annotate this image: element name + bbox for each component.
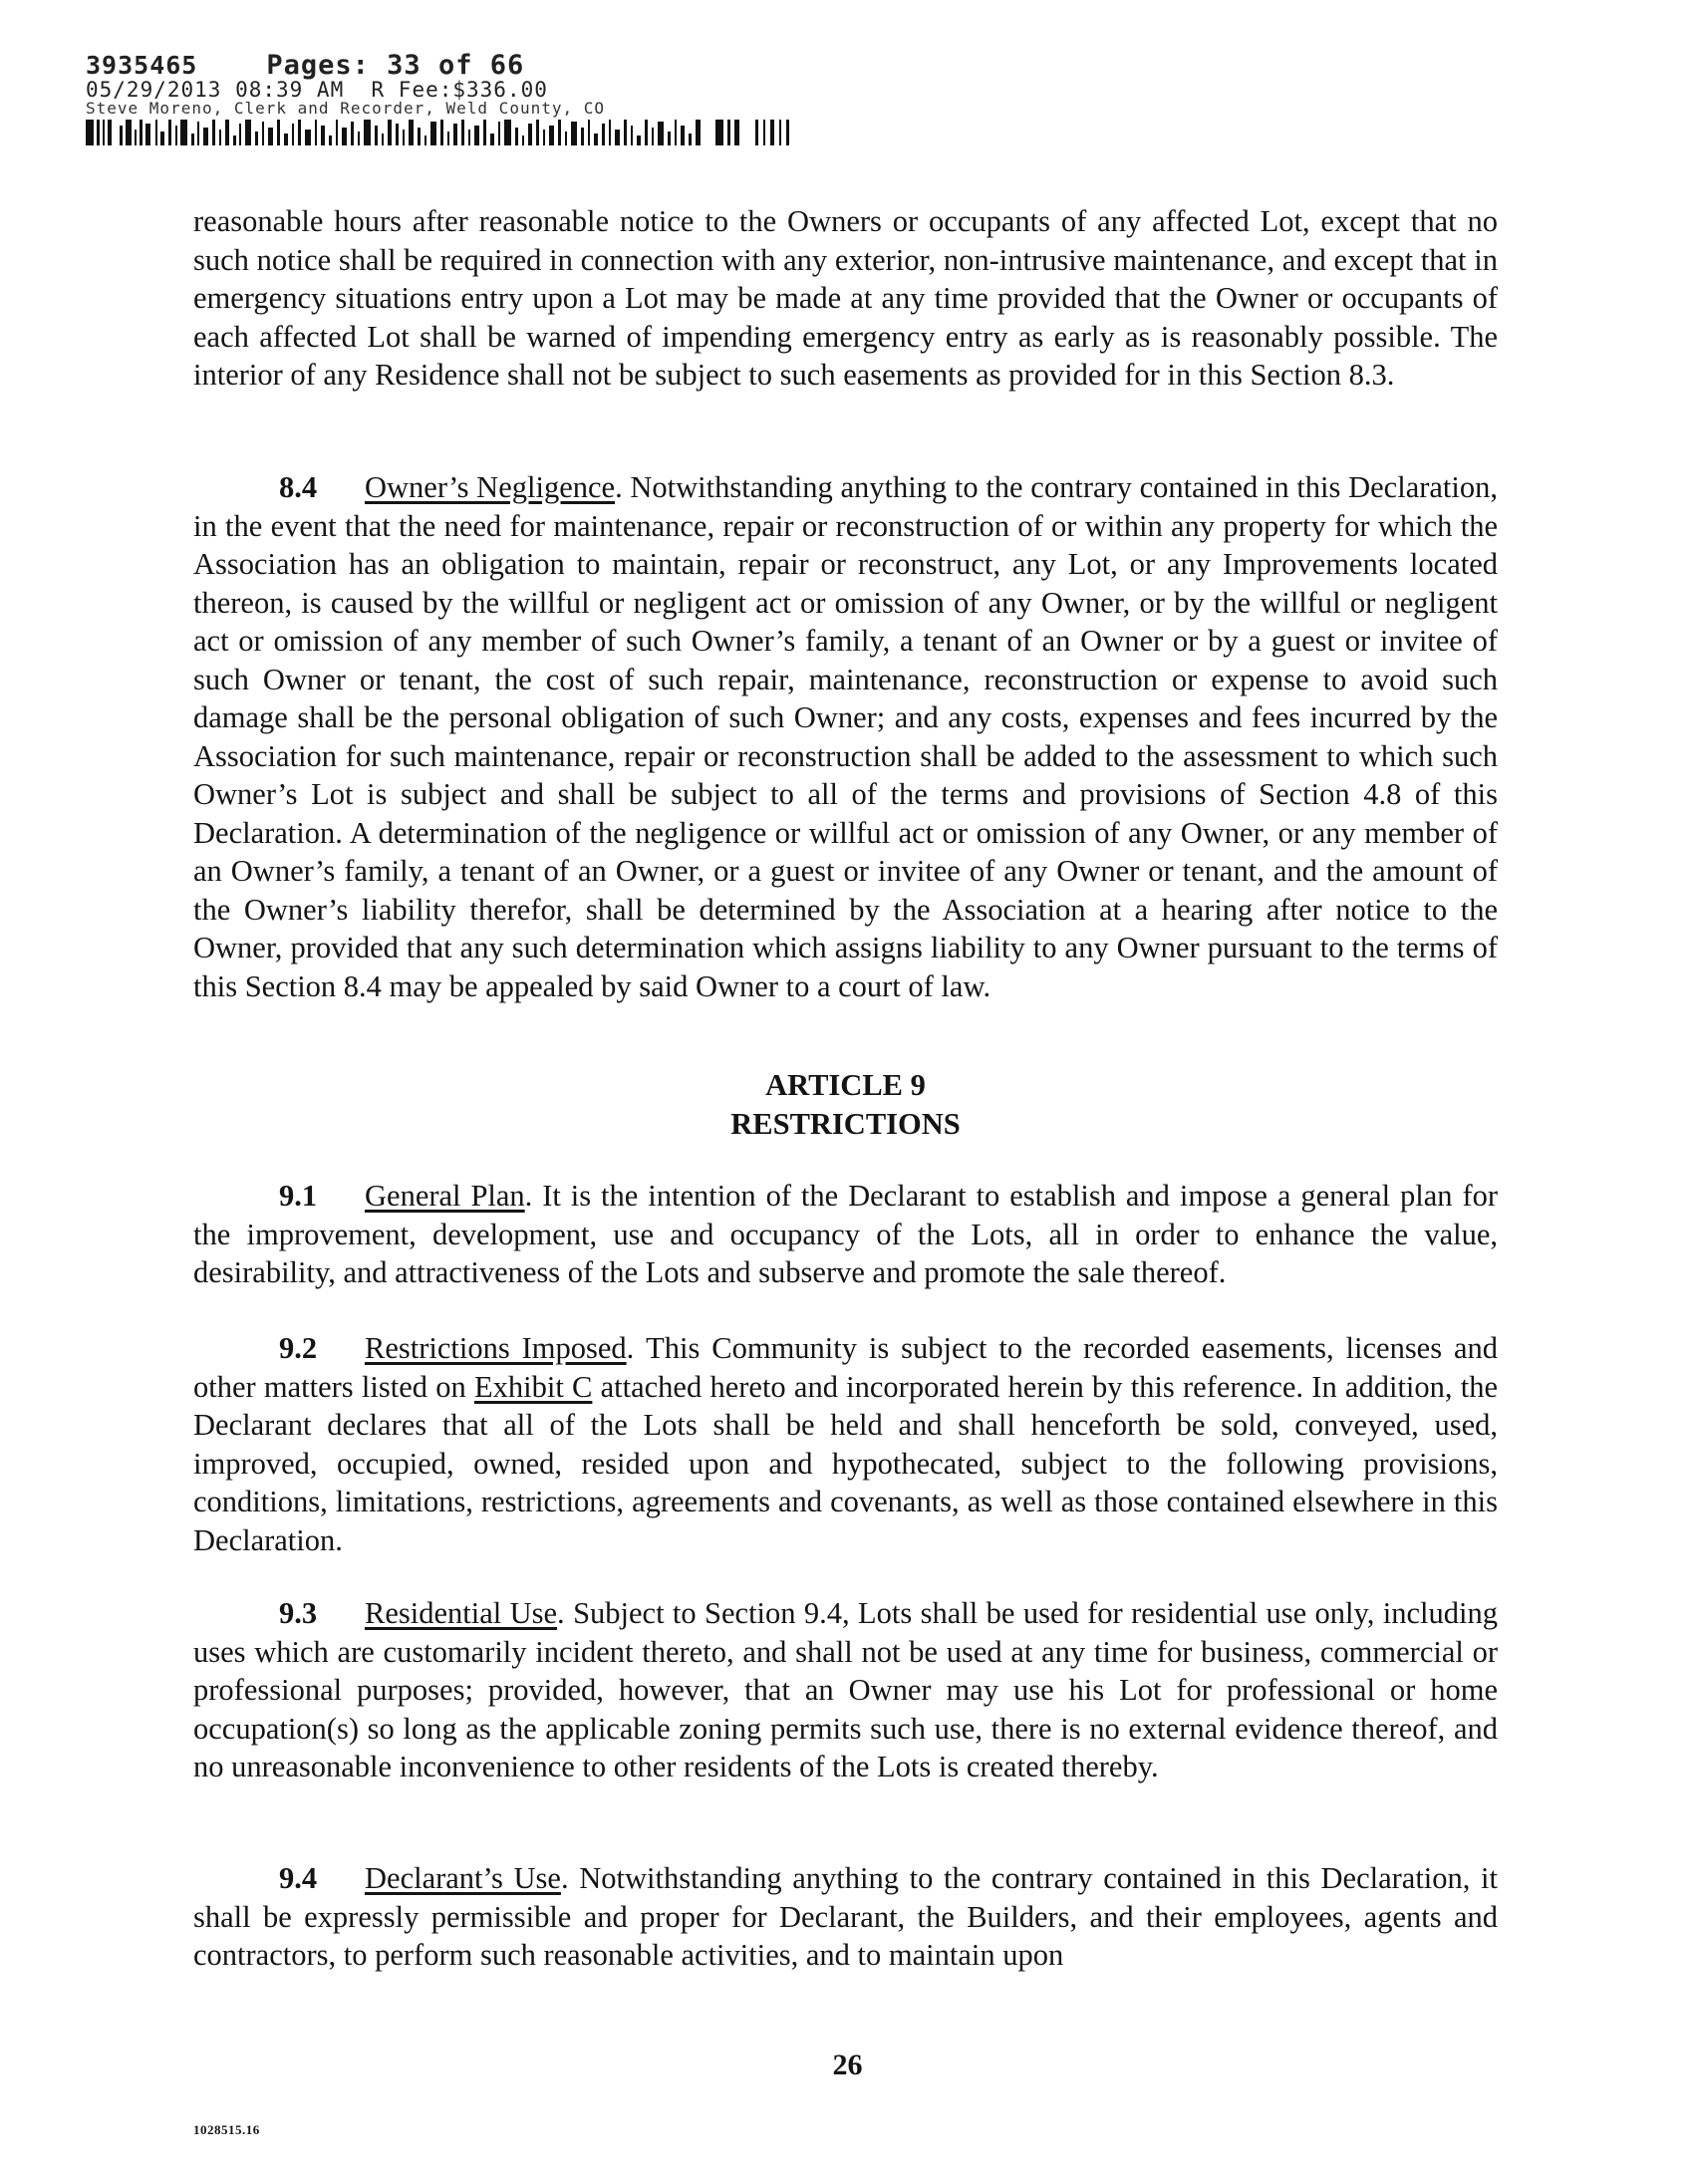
section-text: Notwithstanding anything to the contrary contained in this Declaration, it shall be expressly permissible and proper for Declarant, the Builders, and their employees, agents and contractors, to perform such reasonable activities, and to maintain upon [193,1861,1498,1972]
section-8-4: 8.4 Owner’s Negligence. Notwithstanding anything to the contrary contained in this Declaration, in the event that the need for maintenance, repair or reconstruction of or within any property for which the Association has an obligation to maintain, repair or reconstruct, any Lot, or any Improvements located thereon, is caused by the willful or negligent act or omission of any Owner, or by the willful or negligent act or omission of any member of such Owner’s family, a tenant of an Owner or by a guest or invitee of such Owner or tenant, the cost of such repair, maintenance, reconstruction or expense to avoid such damage shall be the personal obligation of such Owner; and any costs, expenses and fees incurred by the Association for such maintenance, repair or reconstruction shall be added to the assessment to which such Owner’s Lot is subject and shall be subject to all of the terms and provisions of Section 4.8 of this Declaration. A determination of the negligence or willful act or omission of any Owner, or any member of an Owner’s family, a tenant of an Owner, or a guest or invitee of any Owner or tenant, and the amount of the Owner’s liability therefor, shall be determined by the Association at a hearing after notice to the Owner, provided that any such determination which assigns liability to any Owner pursuant to the terms of this Section 8.4 may be appealed by said Owner to a court of law. [193,470,1498,1003]
clerk-line: Steve Moreno, Clerk and Recorder, Weld County, CO [86,99,606,118]
document-id: 1028515.16 [193,2122,260,2137]
section-heading: Owner’s Negligence [365,470,616,504]
section-number: 9.3 [279,1596,318,1630]
section-9-2: 9.2 Restrictions Imposed. This Community is subject to the recorded easements, licenses and other matters listed on Exhibit C attached hereto and incorporated herein by this reference. In addition, the Declarant declares that all of the Lots shall be held and shall henceforth be sold, conveyed, used, improved, occupied, owned, resided upon and hypothecated, subject to the following provisions, conditions, limitations, restrictions, agreements and covenants, as well as those contained elsewhere in this Declaration. [193,1331,1499,1557]
page-count: Pages: 33 of 66 [266,50,525,81]
page-number: 26 [832,2048,863,2081]
section-number: 8.4 [279,470,318,504]
recording-stamp [86,52,605,119]
exhibit-reference: Exhibit C [473,1369,593,1404]
reception-number: 3935465 [86,51,198,80]
article-title: RESTRICTIONS [730,1107,961,1141]
article-number: ARTICLE 9 [765,1068,926,1102]
section-9-1: 9.1 General Plan. It is the intention of the Declarant to establish and impose a general plan for the improvement, development, use and occupancy of the Lots, all in order to enhance the value, desirability, and attractiveness of the Lots and subserve and promote the sale thereof. [193,1179,1499,1289]
section-9-4: 9.4 Declarant’s Use. Notwithstanding anything to the contrary contained in this Declaration, it shall be expressly permissible and proper for Declarant, the Builders, and their employees, agents and contractors, to perform such reasonable activities, and to maintain upon [193,1861,1498,1972]
continuation-paragraph [193,202,1498,395]
section-number: 9.4 [279,1861,318,1895]
section-number: 9.1 [279,1179,318,1213]
section-text: Notwithstanding anything to the contrary contained in this Declaration, in the event that the need for maintenance, repair or reconstruction of or within any property for which the Association has an obligation to maintain, repair or reconstruct, any Lot, or any Improvements located thereon, is caused by the willful or negligent act or omission of any Owner, or by the willful or negligent act or omission of any member of such Owner’s family, a tenant of an Owner or by a guest or invitee of such Owner or tenant, the cost of such repair, maintenance, reconstruction or expense to avoid such damage shall be the personal obligation of such Owner; and any costs, expenses and fees incurred by the Association for such maintenance, repair or reconstruction shall be added to the assessment to which such Owner’s Lot is subject and shall be subject to all of the terms and provisions of Section 4.8 of this Declaration. A determination of the negligence or willful act or omission of any Owner, or any member of an Owner’s family, a tenant of an Owner, or a guest or invitee of any Owner or tenant, and the amount of the Owner’s liability therefor, shall be determined by the Association at a hearing after notice to the Owner, provided that any such determination which assigns liability to any Owner pursuant to the terms of this Section 8.4 may be appealed by said Owner to a court of law. [193,470,1498,1003]
continuation-text: reasonable hours after reasonable notice to the Owners or occupants of any affected Lot, except that no such notice shall be required in connection with any exterior, non-intrusive maintenance, and except that in emergency situations entry upon a Lot may be made at any time provided that the Owner or occupants of each affected Lot shall be warned of impending emergency entry as early as is reasonably possible. The interior of any Residence shall not be subject to such easements as provided for in this Section 8.3. [193,204,1498,392]
recording-fee: R Fee:$336.00 [371,78,548,102]
section-text-continued: attached hereto and incorporated herein by this reference. In addition, the Declarant declares that all of the Lots shall be held and shall henceforth be sold, conveyed, used, improved, occupied, owned, resided upon and hypothecated, subject to the following provisions, conditions, limitations, restrictions, agreements and covenants, as well as those contained elsewhere in this Declaration. [193,1369,1499,1557]
article-heading [193,1066,1498,1144]
recording-datetime: 05/29/2013 08:39 AM [86,78,345,102]
section-heading: Declarant’s Use [365,1861,561,1895]
section-heading: Residential Use [365,1596,558,1630]
section-text: Subject to Section 9.4, Lots shall be used for residential use only, including uses which are customarily incident thereto, and shall not be used at any time for business, commercial or professional purposes; provided, however, that an Owner may use his Lot for professional or home occupation(s) so long as the applicable zoning permits such use, there is no external evidence thereof, and no unreasonable inconvenience to other residents of the Lots is created thereby. [193,1596,1498,1783]
barcode-icon [86,120,797,145]
section-heading: Restrictions Imposed [365,1331,627,1365]
section-9-3: 9.3 Residential Use. Subject to Section 9.4, Lots shall be used for residential use only, including uses which are customarily incident thereto, and shall not be used at any time for business, commercial or professional purposes; provided, however, that an Owner may use his Lot for professional or home occupation(s) so long as the applicable zoning permits such use, there is no external evidence thereof, and no unreasonable inconvenience to other residents of the Lots is created thereby. [193,1596,1498,1783]
section-text: It is the intention of the Declarant to establish and impose a general plan for the improvement, development, use and occupancy of the Lots, all in order to enhance the value, desirability, and attractiveness of the Lots and subserve and promote the sale thereof. [193,1179,1499,1289]
section-text: This Community is subject to the recorded easements, licenses and other matters listed on [193,1331,1499,1404]
section-number: 9.2 [279,1331,318,1365]
section-heading: General Plan [365,1179,525,1213]
